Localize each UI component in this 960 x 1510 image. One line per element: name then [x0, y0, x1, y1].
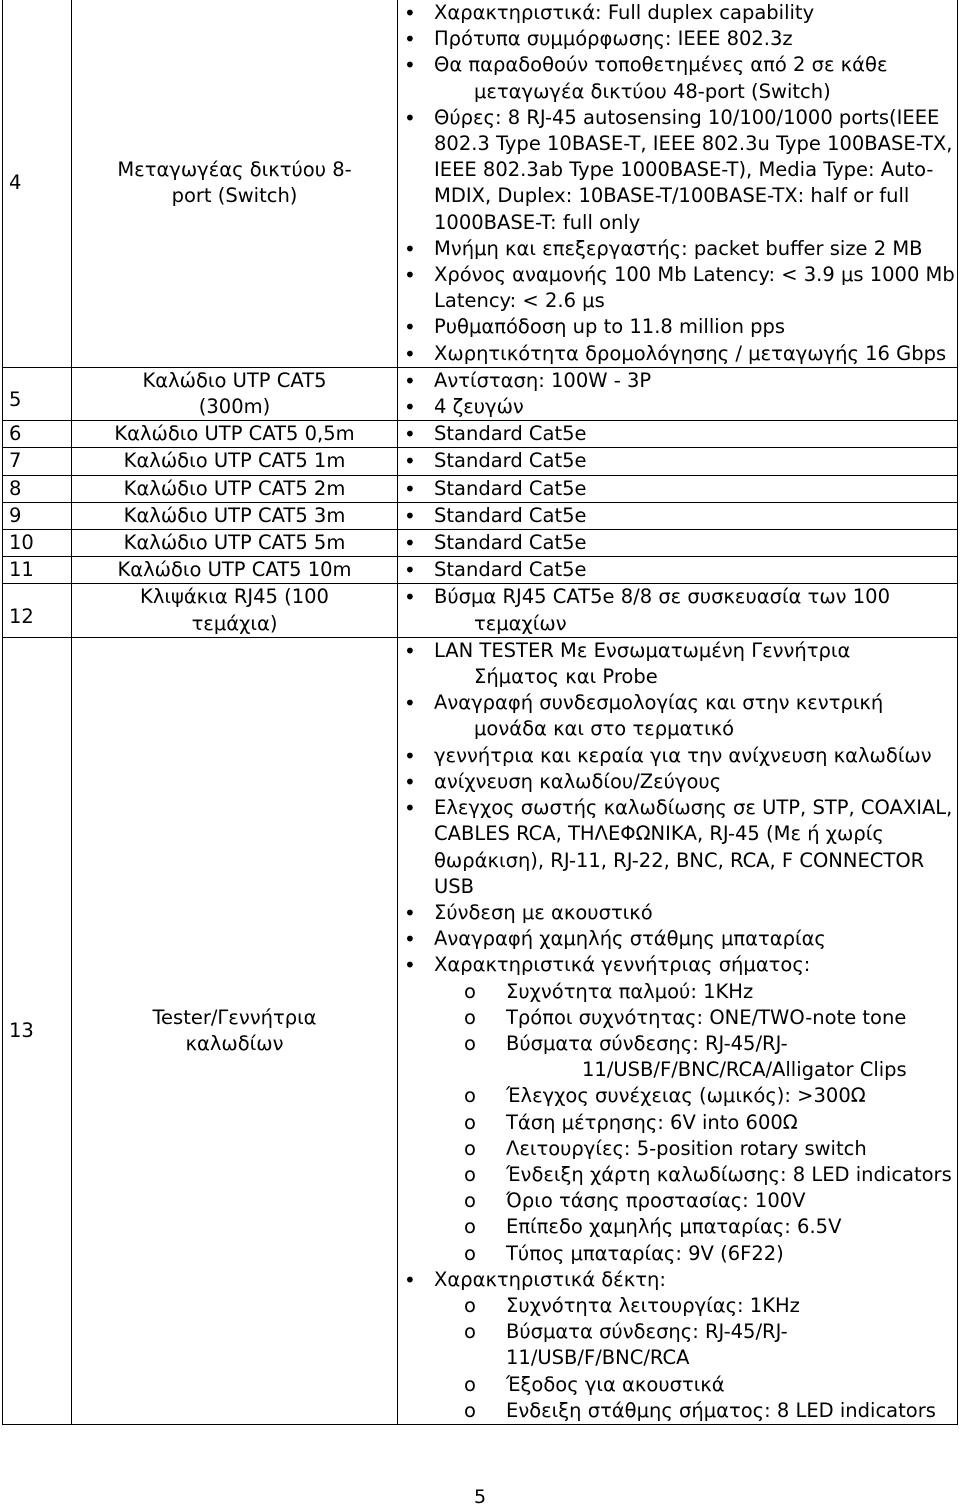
- spec-text: 4 ζευγών: [434, 395, 524, 419]
- sub-spec-text-continued: 11/USB/F/BNC/RCA/Alligator Clips: [582, 1058, 907, 1082]
- spec-item: [404, 743, 957, 769]
- spec-item: [404, 0, 957, 26]
- sub-spec-item: [434, 1372, 957, 1398]
- sub-spec-text: Τρόποι συχνότητας: ONE/TWO-note tone: [506, 1005, 907, 1029]
- spec-item: [404, 476, 957, 502]
- table-row: [3, 448, 958, 475]
- spec-text: Θα παραδοθούν τοποθετημένες από 2 σε κάθε: [434, 53, 888, 77]
- spec-text: Αναγραφή χαμηλής στάθμης μπαταρίας: [434, 927, 826, 951]
- item-name: Καλώδιο UTP CAT5 3m: [72, 502, 398, 529]
- sub-spec-item: [434, 1214, 957, 1240]
- spec-item: [404, 638, 957, 690]
- item-description: [398, 0, 958, 367]
- sub-spec-text: Επίπεδο χαμηλής μπαταρίας: 6.5V: [506, 1215, 842, 1239]
- spec-list: [404, 557, 957, 583]
- sub-spec-item: [434, 1293, 957, 1319]
- item-name: Καλώδιο UTP CAT5 10m: [72, 557, 398, 584]
- spec-text-continued: μονάδα και στο τερματικό: [474, 717, 735, 741]
- sub-spec-text: Βύσματα σύνδεσης: RJ-45/RJ-: [506, 1031, 788, 1055]
- spec-text: Χωρητικότητα δρομολόγησης / μεταγωγής 16 Gbps: [434, 341, 947, 365]
- spec-text: LAN TESTER Με Ενσωματωμένη Γεννήτρια: [434, 638, 851, 662]
- spec-list: [404, 448, 957, 474]
- sub-spec-text: Συχνότητα λειτουργίας: 1KHz: [506, 1293, 800, 1317]
- spec-list: [404, 503, 957, 529]
- item-name: Κλιψάκια RJ45 (100 τεμάχια): [72, 584, 398, 637]
- spec-item: [404, 769, 957, 795]
- sub-spec-item: [434, 1162, 957, 1188]
- spec-item: [404, 900, 957, 926]
- spec-item: [404, 448, 957, 474]
- sub-spec-item: [434, 1083, 957, 1109]
- spec-text: Standard Cat5e: [434, 476, 587, 500]
- sub-spec-item: [434, 1136, 957, 1162]
- spec-text: Standard Cat5e: [434, 531, 587, 555]
- spec-item: [404, 368, 957, 394]
- spec-text: Χαρακτηριστικά γεννήτριας σήματος:: [434, 953, 811, 977]
- row-number: 7: [3, 448, 72, 475]
- spec-text: ανίχνευση καλωδίου/Ζεύγους: [434, 769, 722, 793]
- item-name: Tester/Γεννήτρια καλωδίων: [72, 637, 398, 1424]
- spec-text: Ρυθμαπόδοση up to 11.8 million pps: [434, 315, 786, 339]
- sub-spec-text: Τύπος μπαταρίας: 9V (6F22): [506, 1241, 784, 1265]
- row-number: 12: [3, 584, 72, 637]
- item-description: [398, 475, 958, 502]
- item-description: [398, 421, 958, 448]
- sub-spec-item: [434, 979, 957, 1005]
- spec-text: Σύνδεση με ακουστικό: [434, 900, 653, 924]
- spec-text: Θύρες: 8 RJ-45 autosensing 10/100/1000 ports(IEEE 802.3 Type 10BASE-T, IEEE 802.3u Type 100BASE-TX, IEEE 802.3ab Type 1000BASE-T), Media Type: Auto-MDIX, Duplex: 10BASE-T/100BASE-TX: half or full 1000BASE-T: full only: [434, 105, 953, 234]
- spec-list: [404, 0, 957, 367]
- sub-spec-item: [434, 1398, 957, 1424]
- spec-table: [2, 0, 958, 1425]
- spec-item: [404, 26, 957, 52]
- spec-text: Standard Cat5e: [434, 503, 587, 527]
- spec-text: Βύσμα RJ45 CAT5e 8/8 σε συσκευασία των 100: [434, 585, 890, 609]
- sub-spec-item: [434, 1005, 957, 1031]
- item-name: Καλώδιο UTP CAT5 2m: [72, 475, 398, 502]
- sub-spec-text: Ένδειξη χάρτη καλωδίωσης: 8 LED indicators: [506, 1162, 952, 1186]
- spec-list: [404, 421, 957, 447]
- spec-list: [404, 368, 957, 420]
- spec-text-continued: τεμαχίων: [474, 611, 567, 635]
- sub-spec-text: Συχνότητα παλμού: 1KHz: [506, 979, 754, 1003]
- row-number: 11: [3, 557, 72, 584]
- spec-item: [404, 262, 957, 314]
- page-number: 5: [473, 1486, 487, 1508]
- item-description: [398, 584, 958, 637]
- table-row: [3, 421, 958, 448]
- row-number: 5: [3, 367, 72, 420]
- spec-item: [404, 105, 957, 236]
- spec-item: [404, 926, 957, 952]
- item-description: [398, 637, 958, 1424]
- sub-spec-text: Βύσματα σύνδεσης: RJ-45/RJ-11/USB/F/BNC/RCA: [506, 1320, 788, 1370]
- spec-text: Μνήμη και επεξεργαστής: packet buffer size 2 MB: [434, 236, 923, 260]
- row-number: 9: [3, 502, 72, 529]
- item-name: Καλώδιο UTP CAT5 5m: [72, 530, 398, 557]
- table-row: [3, 637, 958, 1424]
- table-row: [3, 557, 958, 584]
- item-description: [398, 448, 958, 475]
- spec-text: Χαρακτηριστικά δέκτη:: [434, 1267, 666, 1291]
- spec-list: [404, 530, 957, 556]
- spec-item: [404, 530, 957, 556]
- spec-item: [404, 503, 957, 529]
- spec-item: [404, 952, 957, 1266]
- spec-item: [404, 557, 957, 583]
- spec-list: [404, 476, 957, 502]
- spec-text-continued: Σήματος και Probe: [474, 665, 658, 689]
- sub-spec-item: [434, 1110, 957, 1136]
- spec-text: Ελεγχος σωστής καλωδίωσης σε UTP, STP, COAXIAL, CABLES RCA, ΤΗΛΕΦΩΝΙΚΑ, RJ-45 (Με ή χωρίς θωράκιση), RJ-11, RJ-22, BNC, RCA, F CONNECTOR USB: [434, 796, 953, 898]
- table-row: [3, 475, 958, 502]
- spec-item: [404, 690, 957, 742]
- spec-text: Standard Cat5e: [434, 558, 587, 582]
- row-number: 4: [3, 0, 72, 367]
- item-description: [398, 557, 958, 584]
- spec-text: γεννήτρια και κεραία για την ανίχνευση καλωδίων: [434, 743, 932, 767]
- spec-item: [404, 236, 957, 262]
- item-description: [398, 502, 958, 529]
- item-name: Μεταγωγέας δικτύου 8-port (Switch): [72, 0, 398, 367]
- item-description: [398, 530, 958, 557]
- sub-spec-text: Όριο τάσης προστασίας: 100V: [506, 1189, 806, 1213]
- spec-item: [404, 584, 957, 636]
- spec-text: Standard Cat5e: [434, 449, 587, 473]
- spec-list: [404, 584, 957, 636]
- item-name: Καλώδιο UTP CAT5 (300m): [72, 367, 398, 420]
- spec-text: Αναγραφή συνδεσμολογίας και στην κεντρική: [434, 691, 884, 715]
- spec-item: [404, 52, 957, 104]
- spec-item: [404, 795, 957, 900]
- sub-spec-text: Έξοδος για ακουστικά: [506, 1372, 725, 1396]
- sub-spec-text: Λειτουργίες: 5-position rotary switch: [506, 1136, 867, 1160]
- table-row: [3, 530, 958, 557]
- spec-item: [404, 394, 957, 420]
- spec-text: Χαρακτηριστικά: Full duplex capability: [434, 1, 815, 24]
- spec-text: Standard Cat5e: [434, 422, 587, 446]
- item-name: Καλώδιο UTP CAT5 1m: [72, 448, 398, 475]
- sub-spec-list: [434, 1293, 957, 1424]
- table-row: [3, 0, 958, 367]
- spec-text: Πρότυπα συμμόρφωσης: IEEE 802.3z: [434, 27, 793, 51]
- sub-spec-text: Ενδειξη στάθμης σήματος: 8 LED indicators: [506, 1398, 936, 1422]
- sub-spec-list: [434, 979, 957, 1267]
- row-number: 13: [3, 637, 72, 1424]
- spec-text: Χρόνος αναμονής 100 Mb Latency: < 3.9 μs 1000 Mb Latency: < 2.6 μs: [434, 263, 955, 313]
- table-row: [3, 502, 958, 529]
- sub-spec-text: Τάση μέτρησης: 6V into 600Ω: [506, 1110, 798, 1134]
- row-number: 6: [3, 421, 72, 448]
- sub-spec-item: [434, 1241, 957, 1267]
- spec-item: [404, 341, 957, 367]
- item-description: [398, 367, 958, 420]
- spec-text-continued: μεταγωγέα δικτύου 48-port (Switch): [474, 79, 831, 103]
- sub-spec-item: [434, 1319, 957, 1371]
- sub-spec-item: [434, 1031, 957, 1083]
- spec-item: [404, 314, 957, 340]
- table-row: [3, 367, 958, 420]
- sub-spec-text: Έλεγχος συνέχειας (ωμικός): >300Ω: [506, 1084, 866, 1108]
- row-number: 8: [3, 475, 72, 502]
- item-name: Καλώδιο UTP CAT5 0,5m: [72, 421, 398, 448]
- spec-item: [404, 1267, 957, 1424]
- spec-text: Αντίσταση: 100W - 3P: [434, 368, 652, 392]
- spec-table-body: [3, 0, 958, 1424]
- sub-spec-item: [434, 1188, 957, 1214]
- table-row: [3, 584, 958, 637]
- spec-list: [404, 638, 957, 1424]
- row-number: 10: [3, 530, 72, 557]
- spec-item: [404, 421, 957, 447]
